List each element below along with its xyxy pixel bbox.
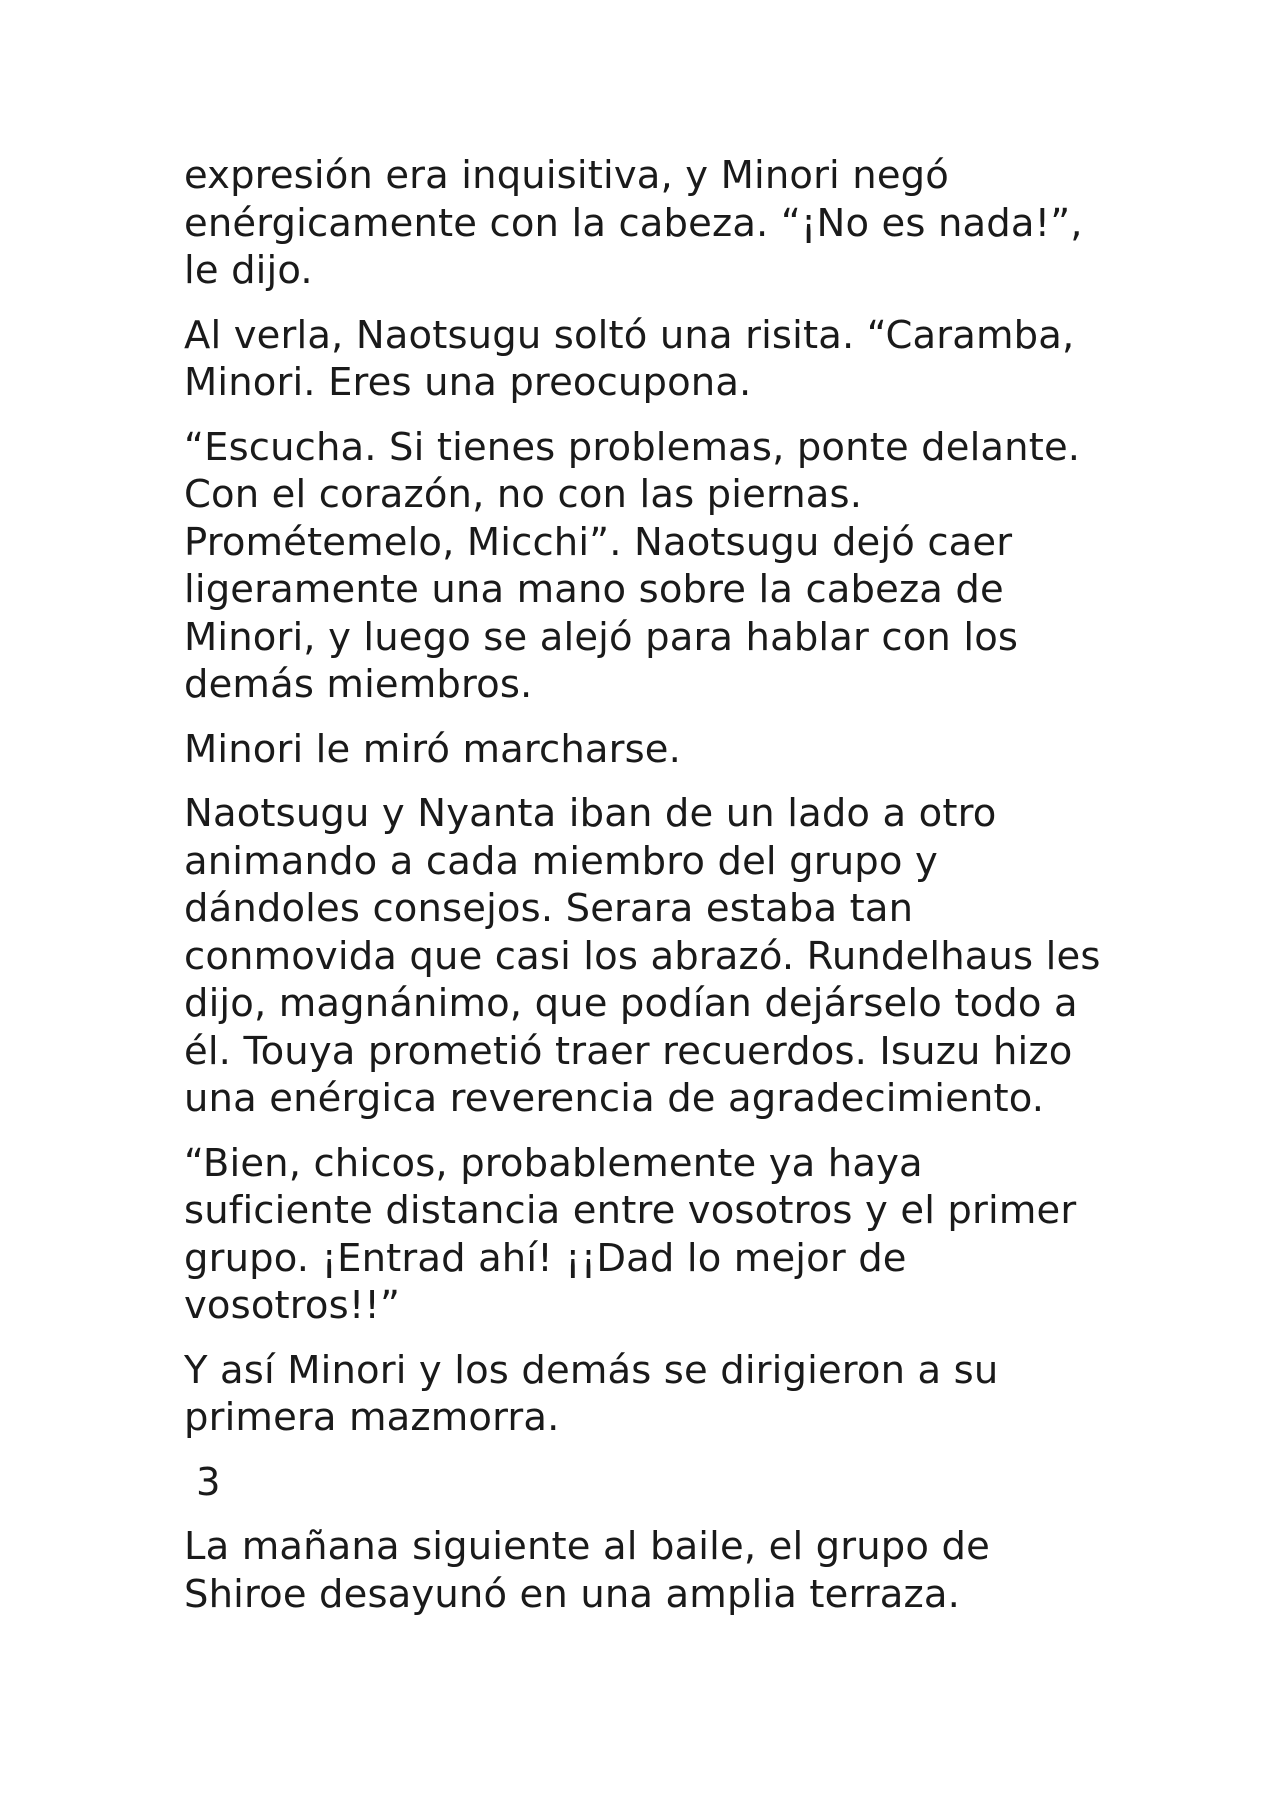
paragraph: Al verla, Naotsugu soltó una risita. “Caramba, Minori. Eres una preocupona.	[184, 312, 1075, 405]
section-number: 3	[196, 1459, 221, 1505]
paragraph: La mañana siguiente al baile, el grupo de Shiroe desayunó en una amplia terraza.	[184, 1524, 990, 1617]
paragraph: “Escucha. Si tienes problemas, ponte delante. Con el corazón, no con las piernas. Prométemelo, Micchi”. Naotsugu dejó caer ligeramente una mano sobre la cabeza de Minori, y luego se alejó para hablar con los demás miembros.	[184, 424, 1081, 707]
paragraph: Y así Minori y los demás se dirigieron a su primera mazmorra.	[184, 1347, 999, 1440]
paragraph: expresión era inquisitiva, y Minori negó enérgicamente con la cabeza. “¡No es nada!”, le dijo.	[184, 153, 1083, 293]
paragraph: Minori le miró marcharse.	[184, 726, 682, 772]
body-text	[184, 152, 1114, 1635]
paragraph: “Bien, chicos, probablemente ya haya suficiente distancia entre vosotros y el primer grupo. ¡Entrad ahí! ¡¡Dad lo mejor de vosotros!!”	[184, 1140, 1077, 1328]
paragraph: Naotsugu y Nyanta iban de un lado a otro animando a cada miembro del grupo y dándoles consejos. Serara estaba tan conmovida que casi los abrazó. Rundelhaus les dijo, magnánimo, que podían dejárselo todo a él. Touya prometió traer recuerdos. Isuzu hizo una enérgica reverencia de agradecimiento.	[184, 791, 1101, 1121]
